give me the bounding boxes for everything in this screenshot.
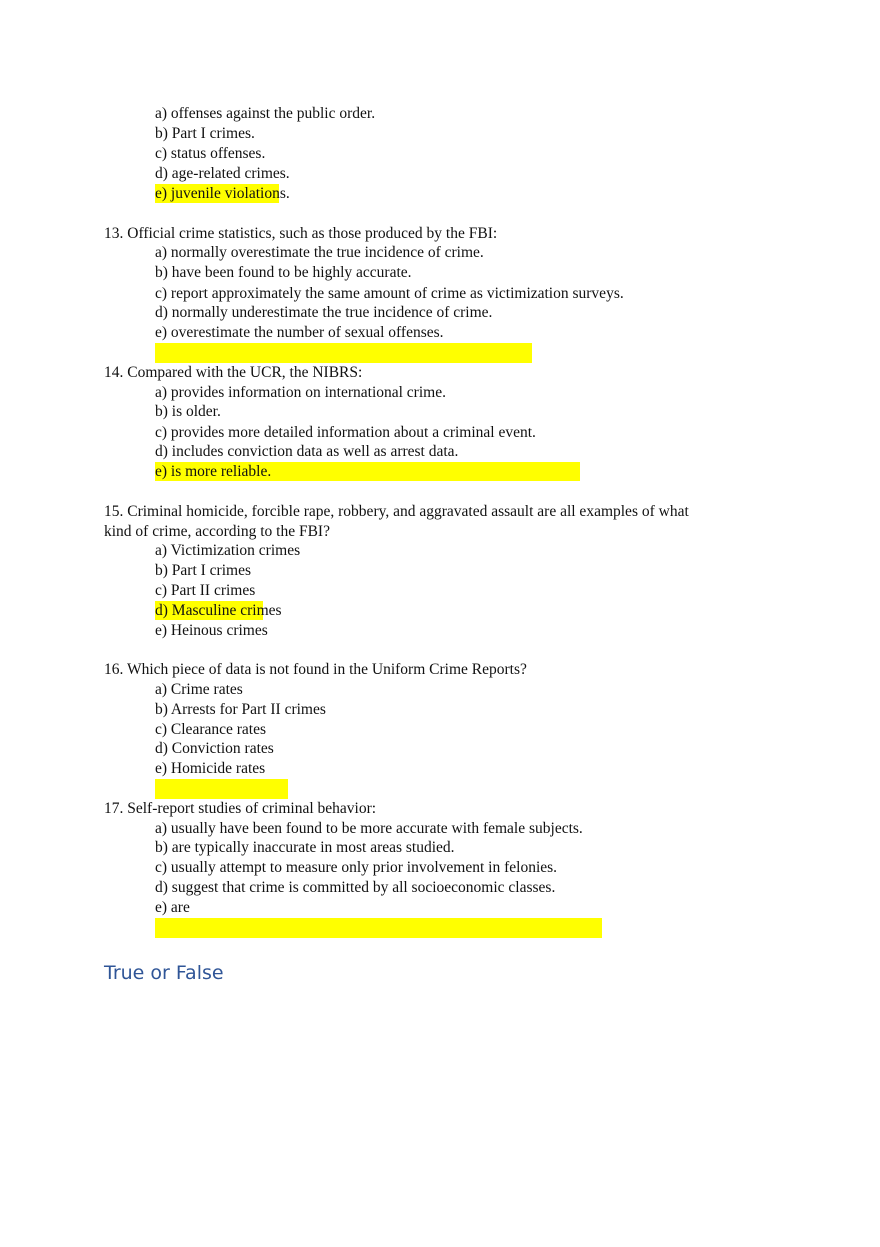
q12-option-e: e) juvenile violations. [155, 185, 290, 202]
q15-stem-line-2: kind of crime, according to the FBI? [104, 523, 330, 540]
q14-option-e: e) is more reliable. [155, 463, 272, 480]
q15-option-b: b) Part I crimes [155, 562, 251, 579]
q16-option-a: a) Crime rates [155, 681, 243, 698]
highlight-q17-bar [155, 918, 602, 938]
q14-stem: 14. Compared with the UCR, the NIBRS: [104, 364, 363, 381]
q12-option-b: b) Part I crimes. [155, 125, 255, 142]
q17-option-d: d) suggest that crime is committed by all socioeconomic classes. [155, 879, 556, 896]
q14-option-d: d) includes conviction data as well as arrest data. [155, 443, 459, 460]
q15-option-d: d) Masculine crimes [155, 602, 282, 619]
q13-stem: 13. Official crime statistics, such as those produced by the FBI: [104, 225, 498, 242]
q12-option-a: a) offenses against the public order. [155, 105, 376, 122]
q16-option-e: e) Homicide rates [155, 760, 266, 777]
q13-option-c: c) report approximately the same amount of crime as victimization surveys. [155, 285, 624, 302]
section-heading: True or False [104, 962, 224, 984]
q17-stem: 17. Self-report studies of criminal behavior: [104, 800, 377, 817]
q16-option-b: b) Arrests for Part II crimes [155, 701, 326, 718]
q17-option-a: a) usually have been found to be more accurate with female subjects. [155, 820, 583, 837]
q15-option-a: a) Victimization crimes [155, 542, 301, 559]
q16-stem: 16. Which piece of data is not found in the Uniform Crime Reports? [104, 661, 527, 678]
q14-option-c: c) provides more detailed information about a criminal event. [155, 424, 536, 441]
q13-option-b: b) have been found to be highly accurate. [155, 264, 412, 281]
q15-option-c: c) Part II crimes [155, 582, 256, 599]
q12-option-d: d) age-related crimes. [155, 165, 290, 182]
q17-option-c: c) usually attempt to measure only prior involvement in felonies. [155, 859, 558, 876]
q16-option-d: d) Conviction rates [155, 740, 274, 757]
q14-option-a: a) provides information on international crime. [155, 384, 446, 401]
q13-option-d: d) normally underestimate the true incidence of crime. [155, 304, 493, 321]
q14-option-b: b) is older. [155, 403, 221, 420]
q15-stem-line-1: 15. Criminal homicide, forcible rape, robbery, and aggravated assault are all examples of what [104, 503, 689, 520]
q13-option-e: e) overestimate the number of sexual offenses. [155, 324, 444, 341]
q17-option-b: b) are typically inaccurate in most areas studied. [155, 839, 455, 856]
q15-option-e: e) Heinous crimes [155, 622, 268, 639]
q16-option-c: c) Clearance rates [155, 721, 267, 738]
q17-option-e: e) are [155, 899, 190, 916]
q12-option-c: c) status offenses. [155, 145, 266, 162]
q13-option-a: a) normally overestimate the true incidence of crime. [155, 244, 484, 261]
highlight-q13-bar [155, 343, 532, 363]
highlight-q16-bar [155, 779, 288, 799]
